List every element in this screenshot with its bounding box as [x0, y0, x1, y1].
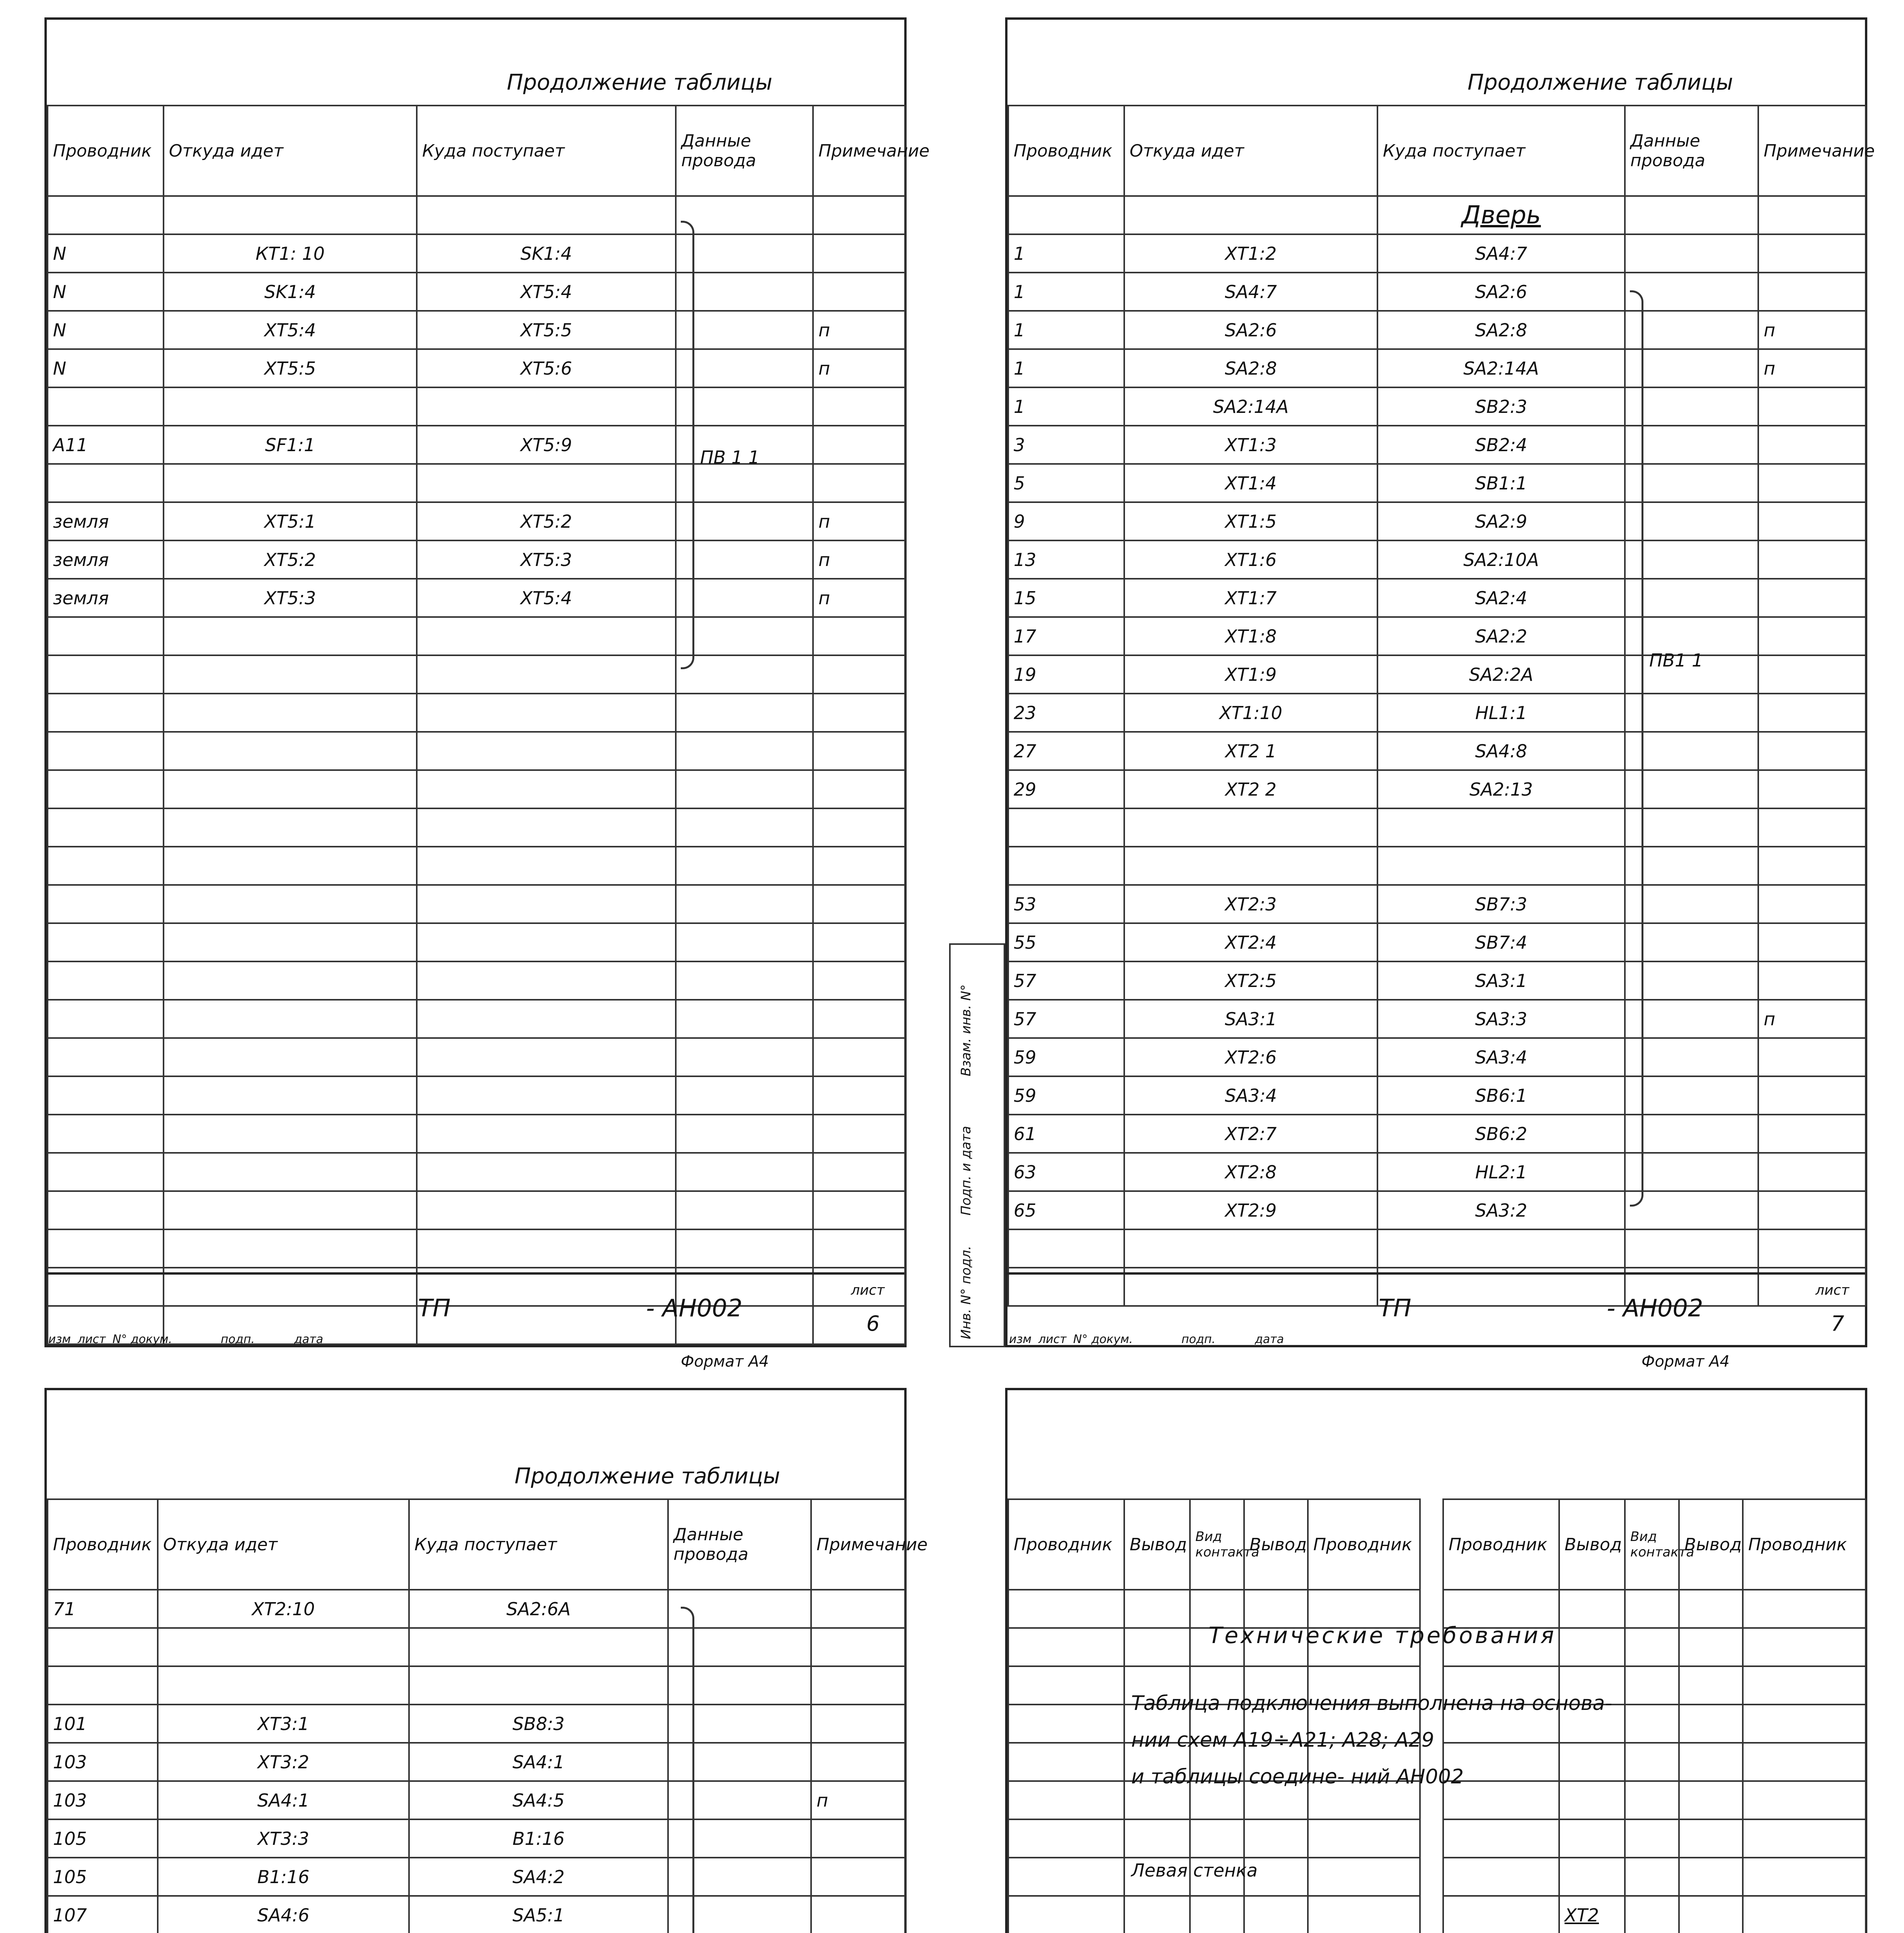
table-row: 23 ХТ1:10 HL1:1 [1008, 694, 1866, 732]
continuation-label: Продолжение таблицы [507, 70, 772, 95]
table-row: 105 ХТ3:3 В1:16 [48, 1819, 905, 1858]
table-row: 1 ХТ1:2 SA4:7 [1008, 234, 1866, 273]
table-row: 1 SA2:8 SA2:14А п [1008, 349, 1866, 387]
table-row [48, 694, 905, 732]
connection-table-6 [47, 105, 930, 1345]
table-row: N ХТ5:5 ХТ5:6 п [48, 349, 905, 387]
table-row: 9 ХТ1:5 SA2:9 [1008, 502, 1866, 540]
table-row: 15 ХТ1:7 SA2:4 [1008, 579, 1866, 617]
table-row [48, 1191, 905, 1229]
table-header [48, 1499, 905, 1590]
table-row: 59 SA3:4 SB6:1 [1008, 1076, 1866, 1115]
table-row: 13 ХТ1:6 SA2:10А [1008, 540, 1866, 579]
table-row [48, 770, 905, 808]
table-row [1008, 1819, 1866, 1858]
text-line-2: нии схем А19÷А21; А28; А29 [1131, 1728, 1434, 1752]
table-row [48, 1628, 905, 1666]
table-row: 1 SA4:7 SA2:6 [1008, 273, 1866, 311]
table-row [48, 1229, 905, 1268]
side-rail-7: Взам. инв. N° Подп. и дата Инв. N° подл. [949, 943, 1005, 1347]
sheet-number: 7 [1831, 1311, 1844, 1336]
table-row [48, 847, 905, 885]
col-conductor: Проводник [1008, 106, 1124, 196]
table-row: 3 ХТ1:3 SB2:4 [1008, 426, 1866, 464]
connection-table-8 [47, 1498, 928, 1933]
table-row [1008, 1896, 1866, 1933]
continuation-label: Продолжение таблицы [1468, 70, 1733, 95]
wire-label: ПВ1 1 [1649, 650, 1703, 671]
connection-table-7 [1007, 105, 1875, 1307]
table-row [48, 196, 905, 234]
wire-brace [1630, 290, 1643, 1207]
table-row [48, 1115, 905, 1153]
col-note: Примечание [813, 106, 905, 196]
col-to: Куда поступает [417, 106, 676, 196]
table-row [48, 387, 905, 426]
table-row [48, 617, 905, 655]
table-row: N ХТ5:4 ХТ5:5 п [48, 311, 905, 349]
table-row [48, 885, 905, 923]
col-wire: Данные провода [668, 1499, 811, 1590]
table-row: 55 ХТ2:4 SB7:4 [1008, 923, 1866, 961]
col-wire: Данные провода [1625, 106, 1758, 196]
table-row: 17 ХТ1:8 SA2:2 [1008, 617, 1866, 655]
table-row: N SK1:4 ХТ5:4 [48, 273, 905, 311]
table-row: земля ХТ5:2 ХТ5:3 п [48, 540, 905, 579]
stamp-7: изм лист N° докум. подп. дата ТП - АН002 лист 7 [1007, 1272, 1865, 1345]
stamp-6: изм лист N° докум. подп. дата ТП - АН002 лист 6 [47, 1272, 904, 1345]
table-row [1008, 847, 1866, 885]
table-row [48, 1038, 905, 1076]
table-row [48, 655, 905, 694]
table-row: 71 ХТ2:10 SA2:6А [48, 1590, 905, 1628]
col-note: Примечание [1758, 106, 1866, 196]
table-row: 29 ХТ2 2 SA2:13 [1008, 770, 1866, 808]
table-row: 65 ХТ2:9 SA3:2 [1008, 1191, 1866, 1229]
col-from: Откуда идет [158, 1499, 409, 1590]
doc-code-right: - АН002 [1607, 1294, 1703, 1322]
sheet-7 [1005, 17, 1875, 1370]
table-row [48, 1000, 905, 1038]
text-line-1: Таблица подключения выполнена на основа- [1131, 1692, 1613, 1715]
table-row: 105 В1:16 SA4:2 [48, 1858, 905, 1896]
table-row [48, 1666, 905, 1705]
table-row: 107 SA4:6 SA5:1 [48, 1896, 905, 1933]
col-from: Откуда идет [164, 106, 417, 196]
table-header [48, 106, 905, 196]
table-row: 57 ХТ2:5 SA3:1 [1008, 961, 1866, 1000]
table-row [48, 732, 905, 770]
table-header [1008, 106, 1866, 196]
table-row: 103 SA4:1 SA4:5 п [48, 1781, 905, 1819]
table-row [48, 1153, 905, 1191]
table-row [48, 961, 905, 1000]
left-wall: Левая стенка [1131, 1860, 1258, 1881]
section-row [1008, 196, 1866, 234]
section-title: Дверь [1461, 201, 1541, 230]
wire-brace [681, 221, 694, 669]
table-row [1008, 808, 1866, 847]
table-row: 1 SA2:6 SA2:8 п [1008, 311, 1866, 349]
wire-label: ПВ 1 1 [700, 447, 760, 468]
table-row: 103 ХТ3:2 SA4:1 [48, 1743, 905, 1781]
sheet-6 [44, 17, 930, 1370]
table-row: земля ХТ5:3 ХТ5:4 п [48, 579, 905, 617]
col-to: Куда поступает [409, 1499, 668, 1590]
format-label: Формат А4 [681, 1353, 769, 1370]
table-row: 101 ХТ3:1 SB8:3 [48, 1705, 905, 1743]
table-row: 1 SA2:14А SB2:3 [1008, 387, 1866, 426]
table-row: 59 ХТ2:6 SA3:4 [1008, 1038, 1866, 1076]
table-row: 61 ХТ2:7 SB6:2 [1008, 1115, 1866, 1153]
doc-code-left: ТП [418, 1294, 451, 1322]
table-row: 53 ХТ2:3 SB7:3 [1008, 885, 1866, 923]
table-header: Проводник Вывод Вид контакта Вывод Проводник Проводник Вывод Вид контакта Вывод Проводник [1008, 1499, 1866, 1590]
table-row [1008, 1229, 1866, 1268]
col-from: Откуда идет [1124, 106, 1377, 196]
wire-brace [681, 1607, 694, 1933]
text-line-3: и таблицы соедине- ний АН002 [1131, 1765, 1464, 1788]
col-wire: Данные провода [676, 106, 813, 196]
table-row [48, 923, 905, 961]
doc-code-left: ТП [1379, 1294, 1411, 1322]
table-row: N КТ1: 10 SK1:4 [48, 234, 905, 273]
table-row: 63 ХТ2:8 HL2:1 [1008, 1153, 1866, 1191]
sheet-number: 6 [866, 1311, 880, 1336]
table-row [48, 1076, 905, 1115]
table-row: А11 SF1:1 ХТ5:9 [48, 426, 905, 464]
table-row: земля ХТ5:1 ХТ5:2 п [48, 502, 905, 540]
table-row: 57 SA3:1 SA3:3 п [1008, 1000, 1866, 1038]
col-conductor: Проводник [48, 106, 164, 196]
terminal-block-label: ХТ2 [1565, 1904, 1599, 1926]
sheet-9 [1005, 1388, 1867, 1933]
tech-requirements: Технические требования [1209, 1622, 1556, 1648]
sheet-8 [44, 1388, 928, 1933]
table-row [48, 808, 905, 847]
table-row: 19 ХТ1:9 SA2:2А [1008, 655, 1866, 694]
continuation-label: Продолжение таблицы [515, 1464, 780, 1489]
col-conductor: Проводник [48, 1499, 158, 1590]
table-row: 5 ХТ1:4 SB1:1 [1008, 464, 1866, 502]
doc-code-right: - АН002 [646, 1294, 743, 1322]
col-note: Примечание [811, 1499, 905, 1590]
format-label: Формат А4 [1641, 1353, 1730, 1370]
col-to: Куда поступает [1377, 106, 1625, 196]
table-row: 27 ХТ2 1 SA4:8 [1008, 732, 1866, 770]
table-row [48, 464, 905, 502]
